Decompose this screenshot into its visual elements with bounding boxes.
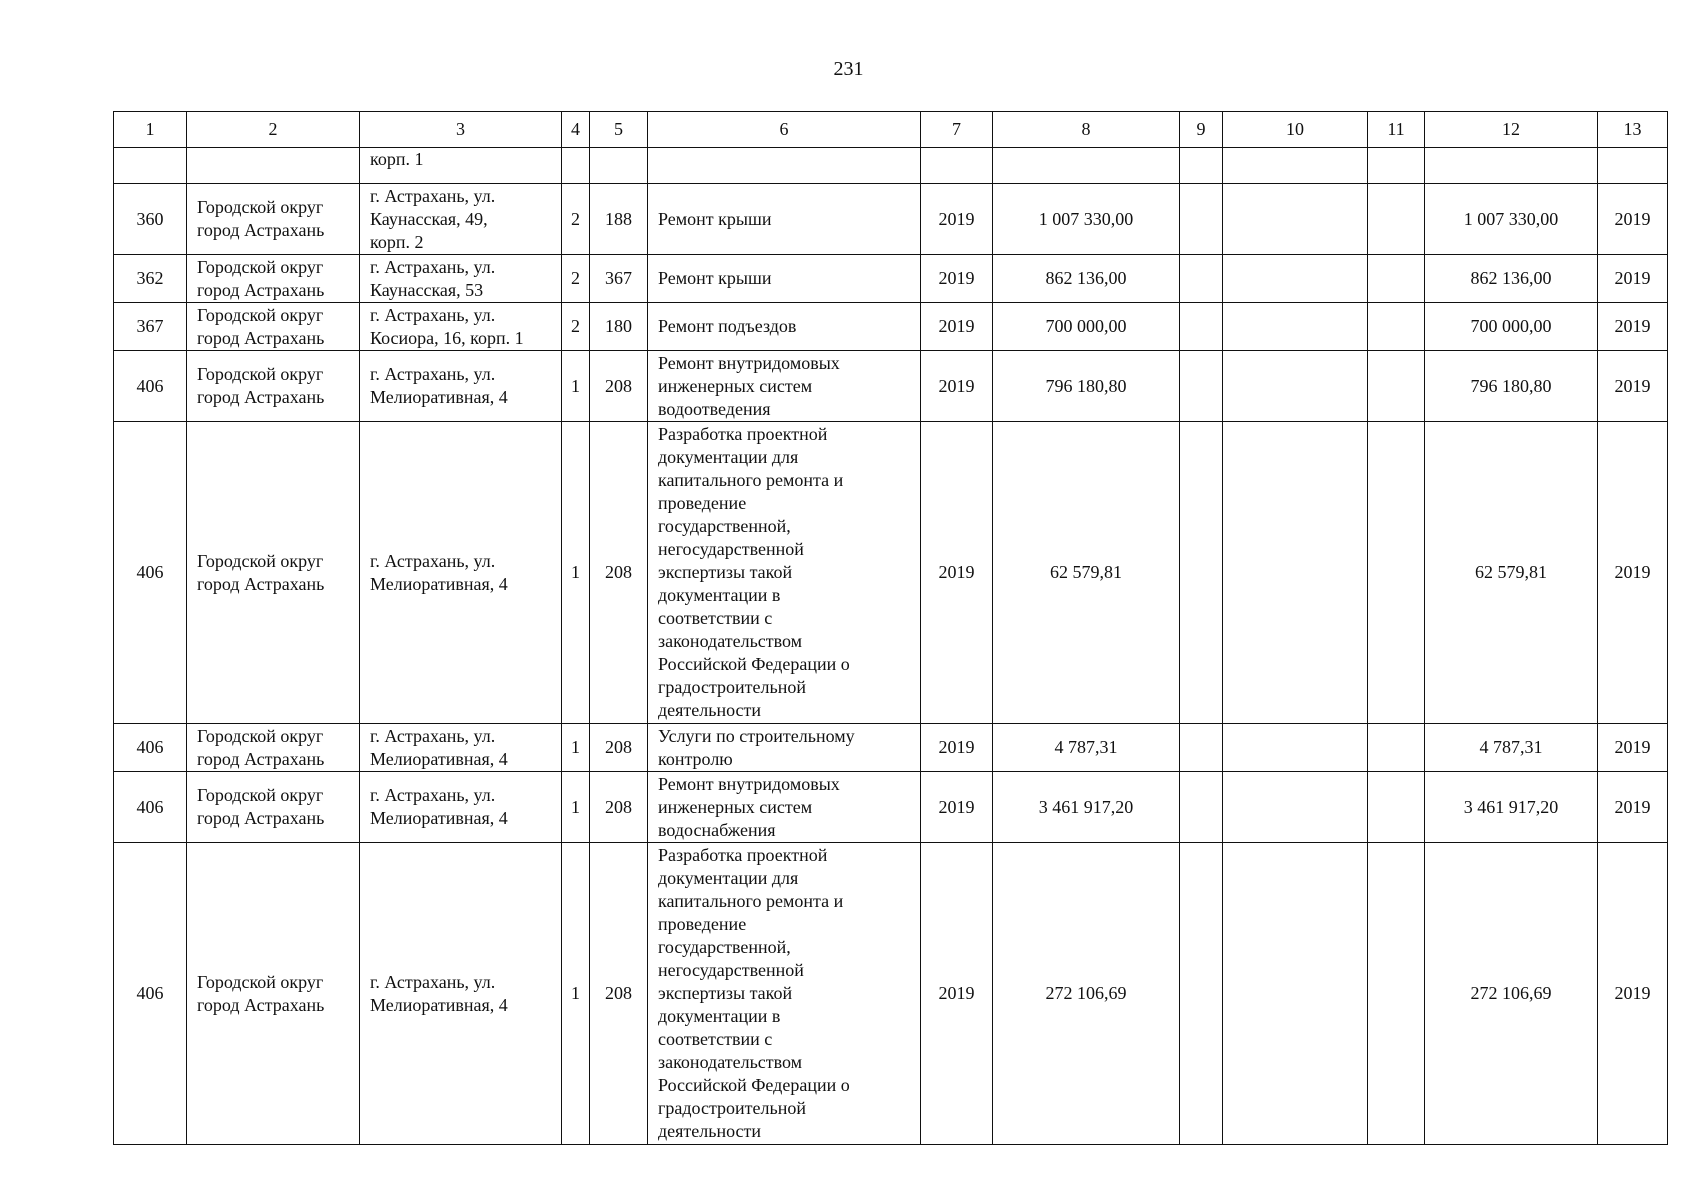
cell-row-number: 360 [114,184,187,255]
header-col-2: 2 [187,112,360,148]
page-number: 231 [833,58,864,80]
cell-col-10 [1223,255,1368,303]
cell-municipality: Городской округ город Астрахань [187,772,360,843]
cell-col-9 [1180,351,1223,422]
header-col-1: 1 [114,112,187,148]
cell-col-11 [1368,184,1425,255]
table-body [114,148,1668,1145]
header-col-11: 11 [1368,112,1425,148]
cell-work-type: Ремонт крыши [648,255,921,303]
cell-col-12: 4 787,31 [1425,724,1598,772]
cell-col-10 [1223,724,1368,772]
table-row [114,724,1668,772]
cell-col-9 [1180,303,1223,351]
cell-col-5: 208 [590,724,648,772]
cell-year: 2019 [921,843,993,1145]
cell-col-9 [1180,724,1223,772]
cell-municipality: Городской округ город Астрахань [187,303,360,351]
cell-row-number: 406 [114,724,187,772]
header-col-13: 13 [1598,112,1668,148]
cell-col-10 [1223,772,1368,843]
cell-col-11 [1368,255,1425,303]
cell-municipality: Городской округ город Астрахань [187,422,360,724]
header-col-6: 6 [648,112,921,148]
cell-total-cost: 796 180,80 [993,351,1180,422]
cell-col-9 [1180,772,1223,843]
cell-municipality: Городской округ город Астрахань [187,351,360,422]
header-col-8: 8 [993,112,1180,148]
header-row [114,112,1668,148]
cell-row-number: 406 [114,351,187,422]
cell-total-cost [993,148,1180,184]
cell-col-4: 2 [562,184,590,255]
cell-col-13: 2019 [1598,772,1668,843]
cell-col-4: 1 [562,422,590,724]
cell-col-4: 2 [562,303,590,351]
cell-municipality: Городской округ город Астрахань [187,255,360,303]
cell-col-5: 180 [590,303,648,351]
table-header [114,112,1668,148]
cell-work-type: Ремонт крыши [648,184,921,255]
cell-col-10 [1223,422,1368,724]
cell-year: 2019 [921,724,993,772]
cell-year: 2019 [921,255,993,303]
cell-col-11 [1368,303,1425,351]
cell-col-9 [1180,148,1223,184]
cell-col-12: 700 000,00 [1425,303,1598,351]
cell-col-11 [1368,351,1425,422]
cell-work-type: Услуги по строительному контролю [648,724,921,772]
cell-row-number [114,148,187,184]
cell-work-type: Ремонт подъездов [648,303,921,351]
cell-col-12: 1 007 330,00 [1425,184,1598,255]
cell-col-4: 2 [562,255,590,303]
cell-col-12: 3 461 917,20 [1425,772,1598,843]
cell-work-type: Ремонт внутридомовых инженерных систем водоснабжения [648,772,921,843]
cell-row-number: 362 [114,255,187,303]
cell-year: 2019 [921,351,993,422]
cell-col-12 [1425,148,1598,184]
cell-total-cost: 4 787,31 [993,724,1180,772]
cell-col-9 [1180,255,1223,303]
cell-col-5: 208 [590,843,648,1145]
cell-col-9 [1180,843,1223,1145]
cell-col-4 [562,148,590,184]
cell-col-13: 2019 [1598,184,1668,255]
cell-col-11 [1368,843,1425,1145]
cell-col-12: 862 136,00 [1425,255,1598,303]
cell-col-5 [590,148,648,184]
cell-total-cost: 3 461 917,20 [993,772,1180,843]
cell-year: 2019 [921,422,993,724]
table-row [114,772,1668,843]
cell-col-12: 796 180,80 [1425,351,1598,422]
cell-row-number: 406 [114,843,187,1145]
cell-col-11 [1368,422,1425,724]
cell-col-4: 1 [562,351,590,422]
cell-work-type: Разработка проектной документации для капитального ремонта и проведение государственной, негосударственной экспертизы такой документации в соответствии с законодательством Российской Федерации о градостроительной деятельности [648,422,921,724]
cell-col-4: 1 [562,724,590,772]
cell-address: г. Астрахань, ул. Мелиоративная, 4 [360,772,562,843]
cell-address: г. Астрахань, ул. Мелиоративная, 4 [360,351,562,422]
capital-repair-table [113,111,1668,1145]
table-row [114,351,1668,422]
cell-municipality: Городской округ город Астрахань [187,724,360,772]
cell-col-9 [1180,184,1223,255]
header-col-9: 9 [1180,112,1223,148]
cell-row-number: 367 [114,303,187,351]
header-col-4: 4 [562,112,590,148]
cell-total-cost: 272 106,69 [993,843,1180,1145]
cell-address: корп. 1 [360,148,562,184]
cell-address: г. Астрахань, ул. Косиора, 16, корп. 1 [360,303,562,351]
cell-col-13: 2019 [1598,351,1668,422]
cell-total-cost: 1 007 330,00 [993,184,1180,255]
cell-year: 2019 [921,184,993,255]
cell-municipality [187,148,360,184]
cell-year [921,148,993,184]
cell-work-type [648,148,921,184]
cell-col-11 [1368,772,1425,843]
cell-total-cost: 862 136,00 [993,255,1180,303]
cell-total-cost: 700 000,00 [993,303,1180,351]
cell-col-13: 2019 [1598,422,1668,724]
cell-row-number: 406 [114,772,187,843]
cell-address: г. Астрахань, ул. Каунасская, 49, корп. 2 [360,184,562,255]
cell-address: г. Астрахань, ул. Мелиоративная, 4 [360,422,562,724]
cell-col-5: 188 [590,184,648,255]
table-row [114,422,1668,724]
cell-row-number: 406 [114,422,187,724]
table-row [114,843,1668,1145]
cell-col-13: 2019 [1598,303,1668,351]
cell-address: г. Астрахань, ул. Мелиоративная, 4 [360,724,562,772]
table-row [114,255,1668,303]
cell-col-13: 2019 [1598,255,1668,303]
cell-col-5: 208 [590,351,648,422]
cell-municipality: Городской округ город Астрахань [187,184,360,255]
cell-col-9 [1180,422,1223,724]
cell-col-5: 208 [590,422,648,724]
cell-work-type: Разработка проектной документации для капитального ремонта и проведение государственной, негосударственной экспертизы такой документации в соответствии с законодательством Российской Федерации о градостроительной деятельности [648,843,921,1145]
cell-col-12: 62 579,81 [1425,422,1598,724]
cell-col-4: 1 [562,843,590,1145]
cell-year: 2019 [921,772,993,843]
table-row [114,184,1668,255]
cell-col-13 [1598,148,1668,184]
cell-address: г. Астрахань, ул. Каунасская, 53 [360,255,562,303]
cell-col-13: 2019 [1598,843,1668,1145]
cell-municipality: Городской округ город Астрахань [187,843,360,1145]
cell-col-10 [1223,184,1368,255]
cell-col-10 [1223,351,1368,422]
header-col-10: 10 [1223,112,1368,148]
cell-col-10 [1223,148,1368,184]
cell-col-13: 2019 [1598,724,1668,772]
cell-col-4: 1 [562,772,590,843]
cell-col-5: 367 [590,255,648,303]
cell-total-cost: 62 579,81 [993,422,1180,724]
cell-year: 2019 [921,303,993,351]
cell-address: г. Астрахань, ул. Мелиоративная, 4 [360,843,562,1145]
cell-col-12: 272 106,69 [1425,843,1598,1145]
header-col-3: 3 [360,112,562,148]
cell-col-10 [1223,303,1368,351]
header-col-12: 12 [1425,112,1598,148]
header-col-5: 5 [590,112,648,148]
header-col-7: 7 [921,112,993,148]
cell-col-5: 208 [590,772,648,843]
table-row [114,303,1668,351]
cell-col-11 [1368,724,1425,772]
cell-work-type: Ремонт внутридомовых инженерных систем водоотведения [648,351,921,422]
cell-col-10 [1223,843,1368,1145]
table-row [114,148,1668,184]
cell-col-11 [1368,148,1425,184]
